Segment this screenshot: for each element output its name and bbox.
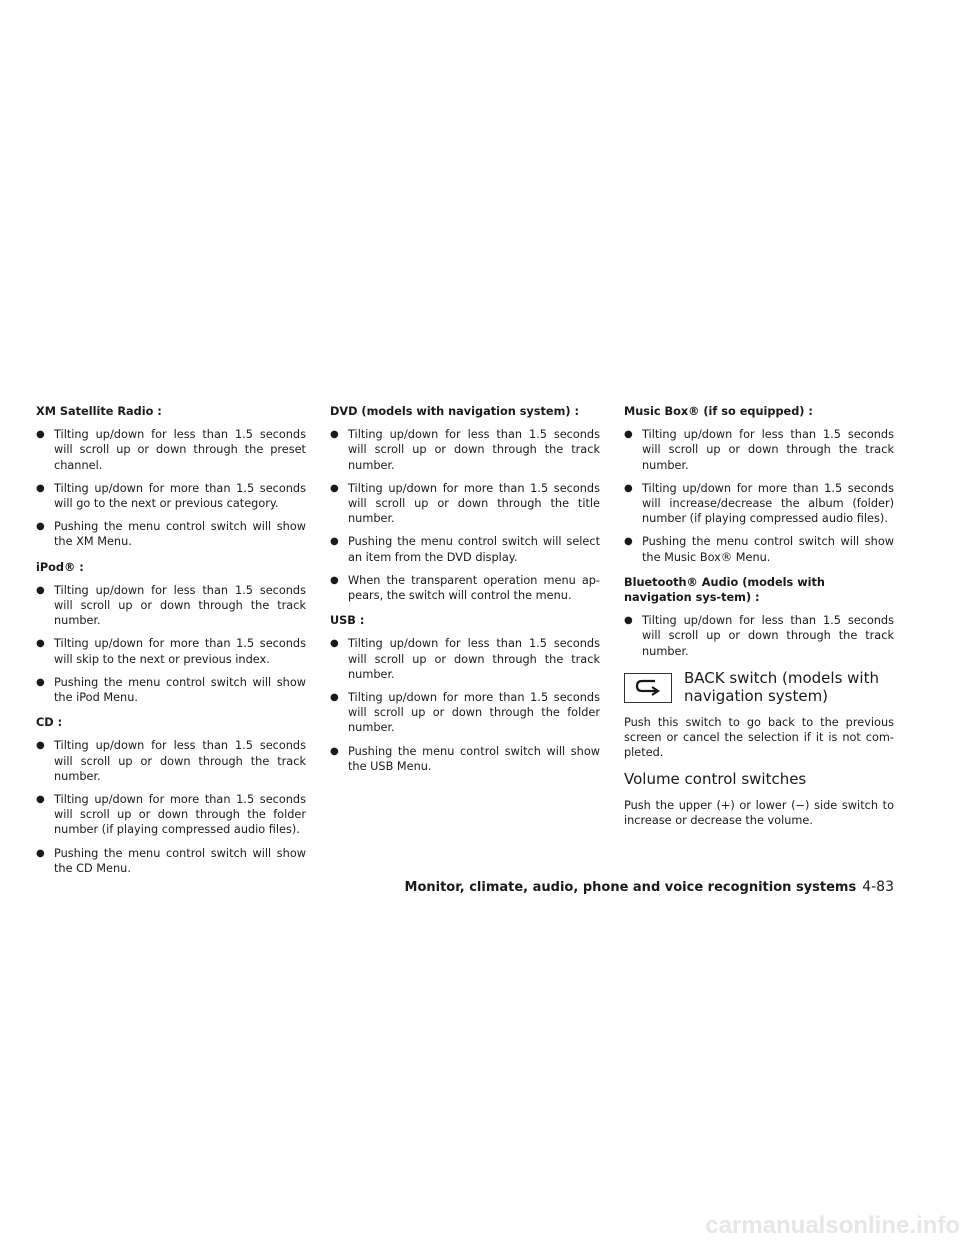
bullet-list-xm xyxy=(36,427,306,549)
list-item: ● When the transparent operation menu ap-pears, the switch will control the menu. xyxy=(330,573,600,603)
bullet-list-music-box xyxy=(624,427,894,565)
list-item: ● Tilting up/down for more than 1.5 seconds will skip to the next or previous index. xyxy=(36,636,306,666)
volume-heading: Volume control switches xyxy=(624,770,807,789)
section-heading-ipod: iPod® : xyxy=(36,560,84,574)
list-item: ● Pushing the menu control switch will select an item from the DVD display. xyxy=(330,534,600,564)
section-heading-music-box: Music Box® (if so equipped) : xyxy=(624,405,813,418)
column-left xyxy=(36,404,306,886)
bullet-list-bluetooth xyxy=(624,613,894,659)
bullet-list-cd xyxy=(36,738,306,876)
back-switch-heading-row xyxy=(624,669,894,705)
section-heading-cd: CD : xyxy=(36,716,63,730)
bullet-list-usb xyxy=(330,636,600,774)
list-item: ● Tilting up/down for less than 1.5 seconds will scroll up or down through the track number. xyxy=(36,738,306,784)
list-item: ● Tilting up/down for less than 1.5 seconds will scroll up or down through the preset channel. xyxy=(36,427,306,473)
watermark: carmanualsonline.info xyxy=(705,1212,960,1239)
list-item: ● Pushing the menu control switch will show the CD Menu. xyxy=(36,846,306,876)
list-item: ● Tilting up/down for less than 1.5 seconds will scroll up or down through the track number. xyxy=(330,427,600,473)
column-middle xyxy=(330,404,600,784)
back-switch-title: BACK switch (models with navigation system) xyxy=(684,668,879,705)
list-item: ● Tilting up/down for less than 1.5 seconds will scroll up or down through the track number. xyxy=(330,636,600,682)
section-heading-bluetooth: Bluetooth® Audio (models with navigation sys-tem) : xyxy=(624,575,825,605)
list-item: ● Tilting up/down for more than 1.5 seconds will go to the next or previous category. xyxy=(36,481,306,511)
list-item: ● Tilting up/down for more than 1.5 seconds will scroll up or down through the title number. xyxy=(330,481,600,527)
list-item: ● Tilting up/down for more than 1.5 seconds will scroll up or down through the folder number (if playing compressed audio files). xyxy=(36,792,306,838)
list-item: ● Tilting up/down for less than 1.5 seconds will scroll up or down through the track number. xyxy=(624,427,894,473)
volume-description: Push the upper (+) or lower (−) side switch to increase or decrease the volume. xyxy=(624,798,894,827)
list-item: ● Pushing the menu control switch will show the XM Menu. xyxy=(36,519,306,549)
column-right xyxy=(624,404,894,840)
list-item: ● Tilting up/down for more than 1.5 seconds will increase/decrease the album (folder) number (if playing compressed audio files). xyxy=(624,481,894,527)
page-number: 4-83 xyxy=(862,879,894,895)
bullet-list-ipod xyxy=(36,583,306,705)
section-heading-xm: XM Satellite Radio : xyxy=(36,405,162,418)
list-item: ● Pushing the menu control switch will show the Music Box® Menu. xyxy=(624,534,894,564)
list-item: ● Tilting up/down for more than 1.5 seconds will scroll up or down through the folder number. xyxy=(330,690,600,736)
section-heading-dvd: DVD (models with navigation system) : xyxy=(330,405,579,418)
back-arrow-icon xyxy=(624,673,672,703)
list-item: ● Tilting up/down for less than 1.5 seconds will scroll up or down through the track number. xyxy=(36,583,306,629)
back-switch-description: Push this switch to go back to the previous screen or cancel the selection if it is not com-pleted. xyxy=(624,715,894,760)
bullet-list-dvd xyxy=(330,427,600,603)
list-item: ● Pushing the menu control switch will show the iPod Menu. xyxy=(36,675,306,705)
list-item: ● Tilting up/down for less than 1.5 seconds will scroll up or down through the track number. xyxy=(624,613,894,659)
list-item: ● Pushing the menu control switch will show the USB Menu. xyxy=(330,744,600,774)
page-footer xyxy=(405,879,894,895)
section-heading-usb: USB : xyxy=(330,614,365,628)
footer-section-title: Monitor, climate, audio, phone and voice recognition systems xyxy=(404,880,857,895)
